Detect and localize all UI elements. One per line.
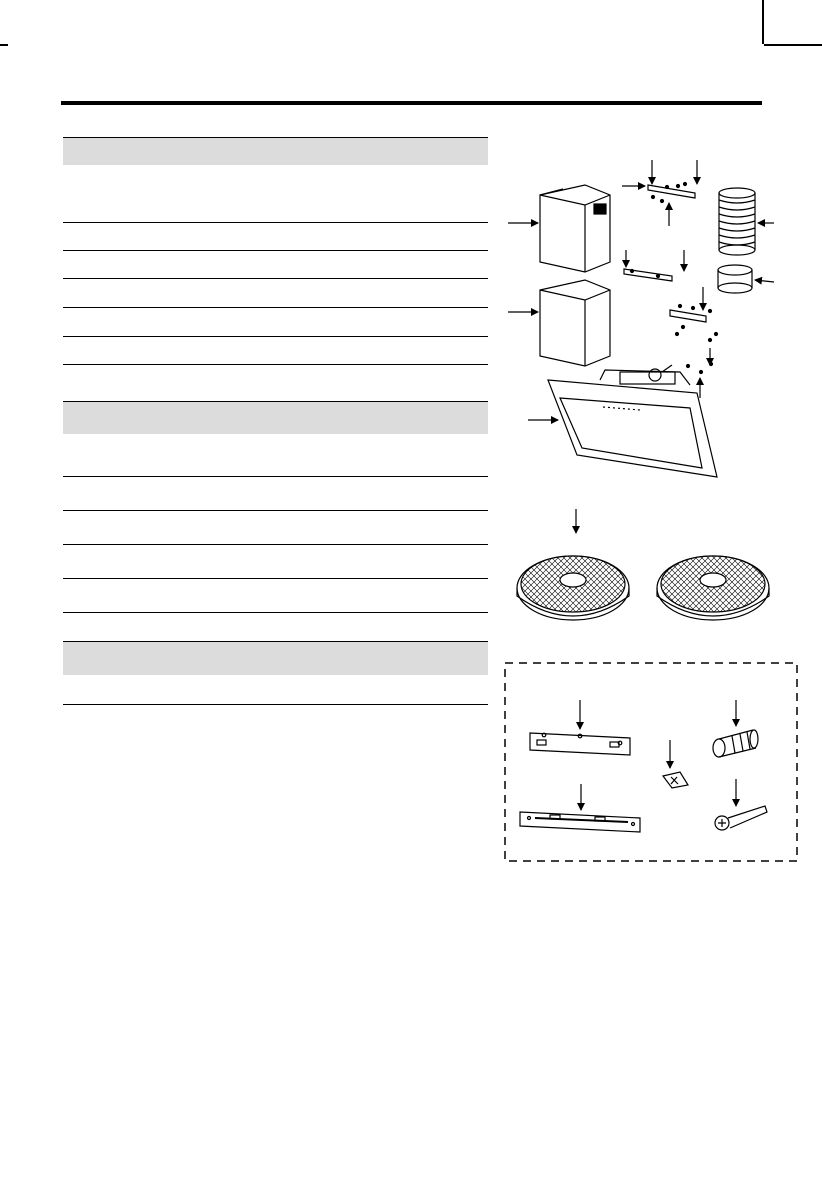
carbon-filter-left-icon bbox=[517, 556, 629, 620]
long-screw-icon bbox=[715, 806, 767, 830]
chimney-bracket-upper-icon bbox=[648, 183, 695, 203]
hood-body-icon bbox=[548, 365, 717, 477]
chimney-bracket-lower-icon bbox=[624, 269, 672, 281]
accessory-kit-box bbox=[505, 663, 797, 861]
hood-mounting-bracket-icon bbox=[530, 733, 630, 755]
screw-icon bbox=[663, 772, 688, 788]
flexible-duct-icon bbox=[719, 188, 755, 255]
carbon-filter-right-icon bbox=[657, 556, 769, 620]
lower-chimney-icon bbox=[540, 280, 610, 366]
duct-adapter-icon bbox=[718, 265, 752, 293]
wall-plug-icon bbox=[713, 730, 758, 757]
chimney-support-bracket-icon bbox=[520, 812, 640, 832]
accessory-arrows bbox=[580, 700, 736, 810]
upper-chimney-icon bbox=[540, 185, 610, 272]
